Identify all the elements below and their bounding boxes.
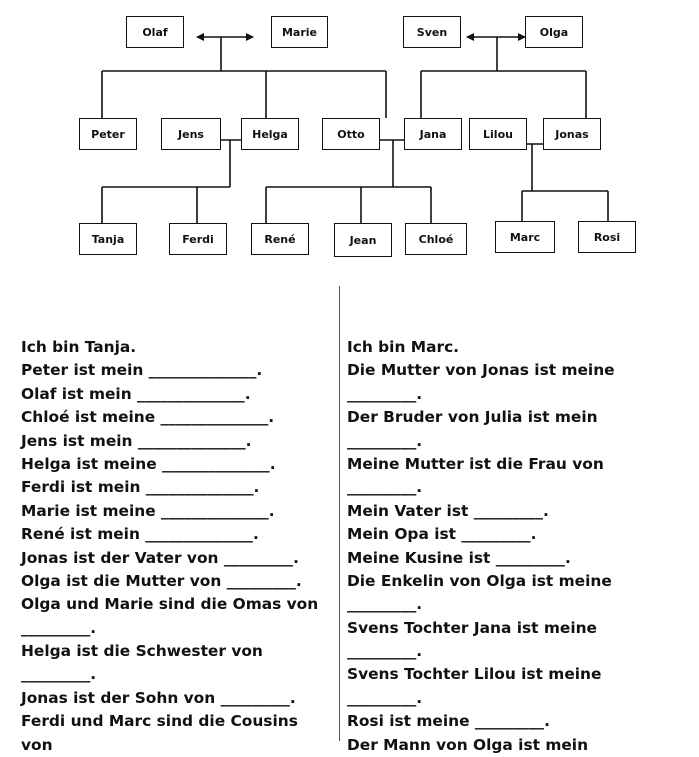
exercise-line: Ich bin Marc. bbox=[347, 338, 460, 356]
exercise-line: Ferdi und Marc sind die Cousins bbox=[21, 712, 298, 731]
person-marc: Marc bbox=[495, 221, 555, 253]
exercise-line: _________. bbox=[347, 431, 423, 450]
exercise-line: Ferdi ist mein ______________. bbox=[21, 478, 260, 497]
exercise-line: Meine Mutter ist die Frau von bbox=[347, 454, 604, 473]
exercise-line: Rosi ist meine _________. bbox=[347, 712, 550, 731]
exercise-line: Meine Kusine ist _________. bbox=[347, 548, 571, 567]
exercise-line: Peter ist mein ______________. bbox=[21, 361, 263, 380]
exercise-line: Helga ist meine ______________. bbox=[21, 454, 276, 473]
person-jonas: Jonas bbox=[543, 118, 601, 150]
exercise-line: Helga ist die Schwester von bbox=[21, 642, 263, 661]
exercise-line: Jonas ist der Vater von _________. bbox=[21, 548, 299, 567]
exercise-line: Die Enkelin von Olga ist meine bbox=[347, 571, 612, 590]
exercise-line: Olga und Marie sind die Omas von bbox=[21, 595, 319, 614]
person-ferdi: Ferdi bbox=[169, 223, 227, 255]
exercise-line: Mein Vater ist _________. bbox=[347, 501, 549, 520]
person-marie: Marie bbox=[271, 16, 328, 48]
person-sven: Sven bbox=[403, 16, 461, 48]
person-rosi: Rosi bbox=[578, 221, 636, 253]
exercise-line: Mein Opa ist _________. bbox=[347, 525, 537, 544]
exercise-line: René ist mein ______________. bbox=[21, 525, 259, 544]
person-otto: Otto bbox=[322, 118, 380, 150]
person-jens: Jens bbox=[161, 118, 221, 150]
person-olga: Olga bbox=[525, 16, 583, 48]
exercise-line: Olga ist die Mutter von _________. bbox=[21, 571, 302, 590]
exercise-line: Die Mutter von Jonas ist meine bbox=[347, 361, 615, 380]
person-olaf: Olaf bbox=[126, 16, 184, 48]
person-chloe: Chloé bbox=[405, 223, 467, 255]
exercise-line: Marie ist meine ______________. bbox=[21, 501, 275, 520]
exercise-line: _________. bbox=[21, 618, 97, 637]
person-rene: René bbox=[251, 223, 309, 255]
exercise-line: Olaf ist mein ______________. bbox=[21, 384, 251, 403]
exercise-line: Svens Tochter Lilou ist meine bbox=[347, 665, 602, 684]
exercise-line: von bbox=[21, 735, 53, 754]
exercise-line: _________. bbox=[21, 665, 97, 684]
exercise-line: Chloé ist meine ______________. bbox=[21, 408, 275, 427]
exercise-line: Svens Tochter Jana ist meine bbox=[347, 618, 597, 637]
exercise-line: Der Bruder von Julia ist mein bbox=[347, 408, 598, 427]
exercise-left-column bbox=[21, 336, 318, 757]
person-helga: Helga bbox=[241, 118, 299, 150]
person-lilou: Lilou bbox=[469, 118, 527, 150]
exercise-line: _________. bbox=[347, 688, 423, 707]
exercise-line: Ich bin Tanja. bbox=[21, 338, 137, 356]
exercise-right-column bbox=[347, 336, 615, 757]
exercise-line: Jens ist mein ______________. bbox=[21, 431, 252, 450]
exercise-line: Jonas ist der Sohn von _________. bbox=[21, 688, 296, 707]
exercise-line: _________. bbox=[347, 384, 423, 403]
person-jana: Jana bbox=[404, 118, 462, 150]
exercise-line: _________. bbox=[347, 642, 423, 661]
exercise-line: _________. bbox=[347, 478, 423, 497]
exercise-line: Der Mann von Olga ist mein bbox=[347, 735, 589, 754]
person-peter: Peter bbox=[79, 118, 137, 150]
exercise-line: _________. bbox=[347, 595, 423, 614]
person-tanja: Tanja bbox=[79, 223, 137, 255]
column-divider bbox=[339, 286, 340, 741]
person-jean: Jean bbox=[334, 223, 392, 257]
